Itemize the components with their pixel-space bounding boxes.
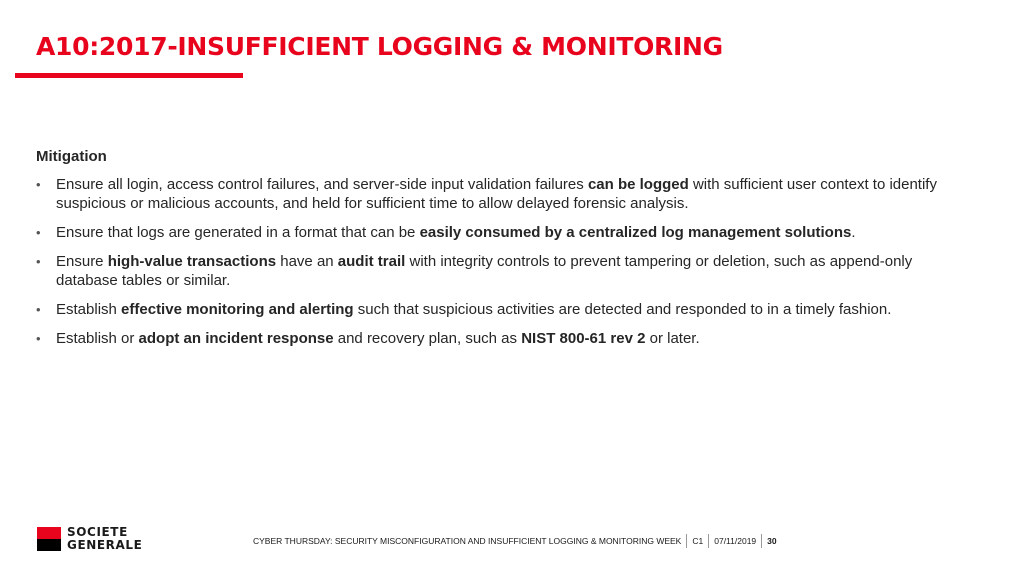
bullet-dot-icon: • xyxy=(36,302,41,317)
bullet-text: with integrity controls to prevent tampering or deletion, such as append-only database tables or similar. xyxy=(56,253,913,289)
logo-line-1: SOCIETE xyxy=(67,525,128,539)
slide-title: A10:2017-INSUFFICIENT LOGGING & MONITORING xyxy=(36,32,723,61)
bullet-dot-icon: • xyxy=(36,177,41,192)
bullet-text: Ensure all login, access control failures, and server-side input validation failures xyxy=(56,176,588,193)
bullet-text: or later. xyxy=(645,330,700,347)
logo-line-2: GENERALE xyxy=(67,538,143,552)
footer-event-text: CYBER THURSDAY: SECURITY MISCONFIGURATION AND INSUFFICIENT LOGGING & MONITORING WEEK xyxy=(253,536,682,546)
bullet-item xyxy=(36,329,966,348)
footer-classification: C1 xyxy=(692,536,704,546)
bullet-emphasis: high-value transactions xyxy=(107,253,277,270)
content-area xyxy=(36,148,966,358)
company-logo xyxy=(37,526,142,552)
bullet-text: . xyxy=(851,224,856,241)
bullet-emphasis: effective monitoring and alerting xyxy=(121,301,354,318)
footer-date: 07/11/2019 xyxy=(714,536,757,546)
bullet-text: Ensure that logs are generated in a format that can be xyxy=(56,224,420,241)
bullet-text: such that suspicious activities are detected and responded to in a timely fashion. xyxy=(353,301,892,318)
bullet-text: Establish xyxy=(56,301,122,318)
bullet-emphasis: adopt an incident response xyxy=(138,330,334,347)
logo-mark-icon xyxy=(37,527,61,551)
bullet-text: have an xyxy=(276,253,338,270)
footer-meta xyxy=(253,534,777,548)
page-number: 30 xyxy=(767,536,777,546)
bullet-text: and recovery plan, such as xyxy=(333,330,522,347)
section-heading: Mitigation xyxy=(36,148,107,165)
bullet-emphasis: can be logged xyxy=(587,176,689,193)
bullet-emphasis: NIST 800-61 rev 2 xyxy=(521,330,646,347)
bullet-list xyxy=(36,175,966,348)
bullet-dot-icon: • xyxy=(36,225,41,240)
bullet-dot-icon: • xyxy=(36,254,41,269)
bullet-item xyxy=(36,300,966,319)
bullet-text: Establish or xyxy=(56,330,139,347)
footer-separator xyxy=(761,534,762,548)
bullet-text: Ensure xyxy=(56,253,108,270)
footer-separator xyxy=(686,534,687,548)
bullet-item xyxy=(36,223,966,242)
bullet-item xyxy=(36,252,966,290)
logo-text xyxy=(67,526,142,552)
bullet-emphasis: easily consumed by a centralized log management solutions xyxy=(419,224,852,241)
footer-separator xyxy=(708,534,709,548)
bullet-emphasis: audit trail xyxy=(337,253,406,270)
bullet-item xyxy=(36,175,966,213)
title-underline xyxy=(15,73,243,78)
bullet-text: with sufficient user context to identify suspicious or malicious accounts, and held for sufficient time to allow delayed forensic analysis. xyxy=(56,176,937,212)
bullet-dot-icon: • xyxy=(36,331,41,346)
